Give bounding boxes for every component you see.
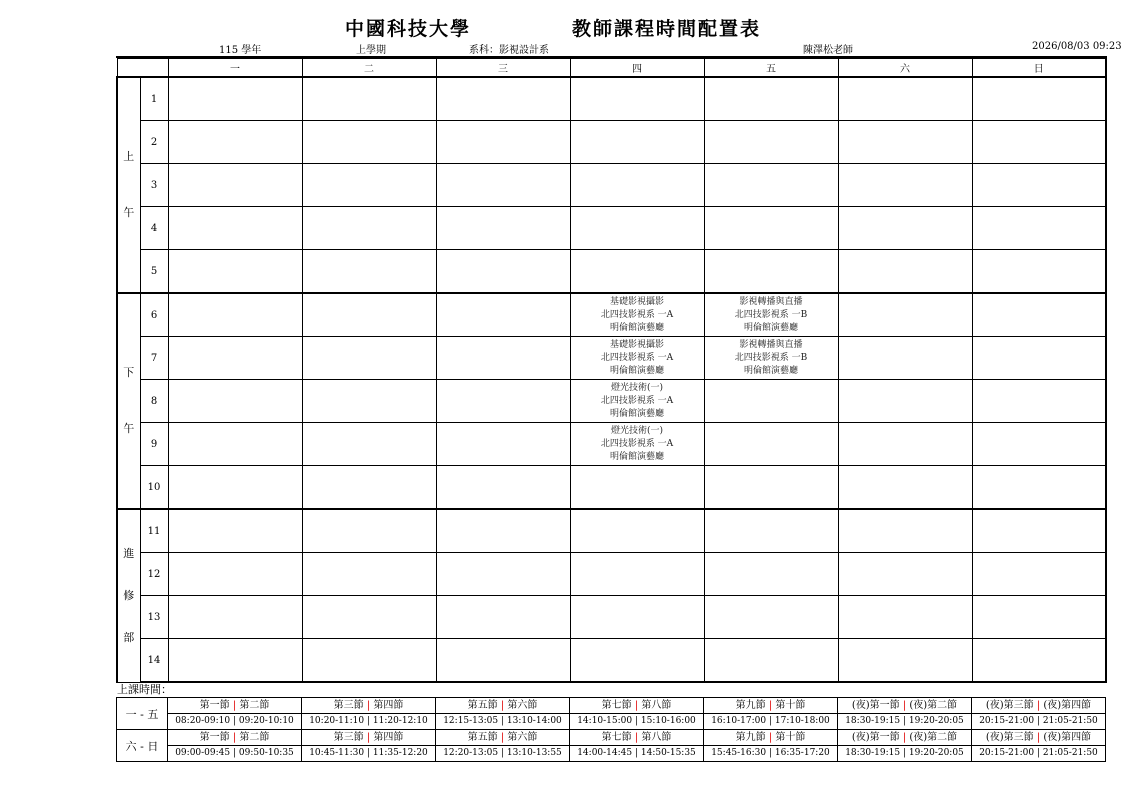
period-row [117,164,1106,207]
schedule-cell [838,337,972,380]
day-header: 一 [168,59,302,78]
schedule-cell [436,509,570,553]
schedule-cell [436,466,570,510]
period-names [302,730,435,746]
schedule-cell [302,293,436,337]
schedule-cell [168,250,302,294]
document-title: 教師課程時間配置表 [572,18,762,40]
schedule-cell [972,250,1106,294]
schedule-cell [838,466,972,510]
name-separator: | [363,700,374,711]
period-name: 第七節 [601,700,632,711]
schedule-cell [168,164,302,207]
schedule-cell [838,380,972,423]
period-time-range: 18:30-19:15 | 19:20-20:05 [845,748,964,758]
schedule-cell [838,250,972,294]
schedule-cell [302,250,436,294]
period-time-cell [168,698,302,730]
schedule-cell [436,337,570,380]
class-times-row [117,698,1106,730]
schedule-cell [704,77,838,121]
school-name: 中國科技大學 [345,18,472,40]
course-text: 明倫館演藝廳 [743,322,798,333]
schedule-cell [302,639,436,683]
class-times-row [117,730,1106,762]
name-separator: | [631,700,642,711]
course-cell [570,423,704,466]
period-time-cell [168,730,302,762]
period-number: 11 [140,509,168,553]
name-separator: | [497,732,508,743]
period-name: 第九節 [735,700,766,711]
name-separator: | [497,700,508,711]
schedule-cell [436,596,570,639]
period-time-range: 16:10-17:00 | 17:10-18:00 [711,716,830,726]
schedule-cell [704,250,838,294]
schedule-cell [704,466,838,510]
schedule-cell [570,164,704,207]
period-time-cell [838,698,972,730]
semester: 上學期 [356,45,386,56]
schedule-cell [838,293,972,337]
schedule-cell [704,553,838,596]
period-number: 8 [140,380,168,423]
period-row [117,423,1106,466]
period-time-cell [972,698,1106,730]
session-label: 進 修 部 [117,509,140,682]
session-label: 下 午 [117,293,140,509]
period-number: 10 [140,466,168,510]
day-header: 三 [436,59,570,78]
schedule-cell [838,639,972,683]
schedule-cell [168,207,302,250]
schedule-cell [168,380,302,423]
schedule-cell [704,164,838,207]
period-number: 13 [140,596,168,639]
name-separator: | [1033,732,1044,743]
schedule-cell [972,509,1106,553]
schedule-cell [570,509,704,553]
period-time-cell [972,730,1106,762]
day-header: 二 [302,59,436,78]
academic-year: 115 學年 [219,45,262,56]
course-text: 影視轉播與直播 [739,296,803,307]
period-row [117,380,1106,423]
period-name: 第二節 [239,700,270,711]
name-separator: | [899,732,910,743]
schedule-cell [570,639,704,683]
schedule-cell [838,596,972,639]
course-cell [570,337,704,380]
schedule-cell [704,639,838,683]
course-cell [704,293,838,337]
schedule-cell [436,423,570,466]
schedule-cell [436,553,570,596]
schedule-cell [704,509,838,553]
name-separator: | [229,732,240,743]
period-row [117,121,1106,164]
period-names [570,698,703,714]
name-separator: | [229,700,240,711]
schedule-cell [570,250,704,294]
schedule-cell [436,250,570,294]
schedule-cell [302,466,436,510]
schedule-cell [972,207,1106,250]
period-row [117,466,1106,510]
schedule-cell [972,77,1106,121]
schedule-cell [436,293,570,337]
teacher-name: 陳澤松老師 [803,45,853,56]
period-time-range: 14:10-15:00 | 15:10-16:00 [577,716,696,726]
period-name: (夜)第二節 [909,732,958,743]
day-header: 四 [570,59,704,78]
period-time-cell [704,698,838,730]
course-text: 燈光技術(一) [610,425,664,436]
period-time-range: 15:45-16:30 | 16:35-17:20 [711,748,830,758]
period-row [117,207,1106,250]
schedule-cell [168,596,302,639]
period-name: 第九節 [735,732,766,743]
period-name: 第一節 [199,732,230,743]
period-time-range: 18:30-19:15 | 19:20-20:05 [845,716,964,726]
period-time-cell [436,730,570,762]
period-time-cell [838,730,972,762]
course-cell [570,293,704,337]
course-cell [570,380,704,423]
period-time-cell [302,730,436,762]
course-text: 北四技影視系 一A [600,395,674,406]
period-names [704,698,837,714]
day-header: 日 [972,59,1106,78]
schedule-cell [838,164,972,207]
course-text: 明倫館演藝廳 [609,365,664,376]
period-time-range: 10:20-11:10 | 11:20-12:10 [309,716,428,726]
schedule-cell [972,164,1106,207]
period-time-cell [436,698,570,730]
name-separator: | [1033,700,1044,711]
schedule-cell [570,207,704,250]
schedule-cell [302,121,436,164]
schedule-cell [168,293,302,337]
period-time-range: 09:00-09:45 | 09:50-10:35 [175,748,294,758]
printed-timestamp: 2026/08/03 09:23 [1032,41,1122,52]
period-time-cell [570,730,704,762]
schedule-cell [838,77,972,121]
schedule-cell [704,596,838,639]
session-label: 上 午 [117,77,140,293]
period-time-cell [570,698,704,730]
schedule-cell [302,380,436,423]
schedule-cell [838,121,972,164]
schedule-cell [302,77,436,121]
period-name: 第三節 [333,732,364,743]
period-name: 第六節 [507,700,538,711]
period-time-range: 14:00-14:45 | 14:50-15:35 [577,748,696,758]
period-name: 第三節 [333,700,364,711]
schedule-cell [972,380,1106,423]
schedule-cell [972,466,1106,510]
period-row [117,509,1106,553]
period-number: 6 [140,293,168,337]
schedule-cell [972,639,1106,683]
period-name: 第六節 [507,732,538,743]
schedule-cell [436,207,570,250]
schedule-cell [972,121,1106,164]
period-name: (夜)第三節 [985,732,1034,743]
period-row [117,250,1106,294]
period-number: 5 [140,250,168,294]
period-names [838,698,971,714]
period-row [117,77,1106,121]
period-name: 第十節 [775,700,806,711]
period-names [972,698,1105,714]
period-name: (夜)第一節 [851,700,900,711]
period-names [168,730,301,746]
period-row [117,337,1106,380]
schedule-cell [570,121,704,164]
period-name: 第五節 [467,700,498,711]
course-text: 北四技影視系 一B [734,352,808,363]
period-name: (夜)第三節 [985,700,1034,711]
schedule-cell [972,553,1106,596]
name-separator: | [363,732,374,743]
schedule-cell [838,553,972,596]
schedule-cell [570,553,704,596]
schedule-cell [168,77,302,121]
schedule-cell [302,596,436,639]
period-time-range: 10:45-11:30 | 11:35-12:20 [309,748,428,758]
period-name: 第十節 [775,732,806,743]
period-name: 第七節 [601,732,632,743]
schedule-cell [972,423,1106,466]
course-text: 北四技影視系 一A [600,352,674,363]
schedule-cell [838,207,972,250]
period-row [117,293,1106,337]
schedule-cell [302,509,436,553]
period-row [117,553,1106,596]
schedule-cell [302,207,436,250]
schedule-cell [570,77,704,121]
period-name: (夜)第二節 [909,700,958,711]
period-names [972,730,1105,746]
schedule-cell [302,164,436,207]
schedule-cell [704,121,838,164]
department: 系科：影視設計系 [469,45,549,56]
day-header: 六 [838,59,972,78]
name-separator: | [631,732,642,743]
period-names [436,730,569,746]
period-name: 第四節 [373,732,404,743]
schedule-cell [972,596,1106,639]
course-text: 明倫館演藝廳 [609,408,664,419]
schedule-cell [838,509,972,553]
period-name: 第八節 [641,732,672,743]
course-text: 北四技影視系 一A [600,438,674,449]
schedule-cell [436,77,570,121]
course-cell [704,337,838,380]
period-time-range: 12:20-13:05 | 13:10-13:55 [443,748,562,758]
period-name: (夜)第一節 [851,732,900,743]
schedule-cell [704,380,838,423]
schedule-cell [570,596,704,639]
period-number: 4 [140,207,168,250]
period-name: (夜)第四節 [1043,732,1092,743]
course-text: 北四技影視系 一B [734,309,808,320]
schedule-cell [302,553,436,596]
grid-corner [117,59,168,78]
schedule-cell [838,423,972,466]
period-names [838,730,971,746]
period-time-cell [302,698,436,730]
day-range-label: 六 - 日 [117,730,168,762]
class-times-label: 上課時間： [117,683,172,696]
period-time-range: 20:15-21:00 | 21:05-21:50 [979,748,1098,758]
period-row [117,639,1106,683]
schedule-cell [436,380,570,423]
schedule-cell [168,639,302,683]
period-time-range: 20:15-21:00 | 21:05-21:50 [979,716,1098,726]
period-names [570,730,703,746]
period-names [704,730,837,746]
course-text: 基礎影視攝影 [609,296,664,307]
period-number: 1 [140,77,168,121]
period-time-cell [704,730,838,762]
course-text: 明倫館演藝廳 [609,322,664,333]
schedule-cell [168,337,302,380]
schedule-cell [168,553,302,596]
period-time-range: 12:15-13:05 | 13:10-14:00 [443,716,562,726]
course-text: 明倫館演藝廳 [743,365,798,376]
schedule-cell [436,639,570,683]
name-separator: | [899,700,910,711]
period-names [168,698,301,714]
schedule-cell [302,423,436,466]
course-text: 北四技影視系 一A [600,309,674,320]
period-names [436,698,569,714]
schedule-cell [302,337,436,380]
period-number: 7 [140,337,168,380]
day-range-label: 一 - 五 [117,698,168,730]
period-number: 12 [140,553,168,596]
course-text: 明倫館演藝廳 [609,451,664,462]
period-name: 第八節 [641,700,672,711]
period-number: 3 [140,164,168,207]
schedule-cell [168,509,302,553]
day-header: 五 [704,59,838,78]
period-names [302,698,435,714]
period-row [117,596,1106,639]
period-name: 第五節 [467,732,498,743]
period-time-range: 08:20-09:10 | 09:20-10:10 [175,716,294,726]
schedule-cell [168,466,302,510]
course-text: 燈光技術(一) [610,382,664,393]
schedule-cell [168,121,302,164]
schedule-cell [972,293,1106,337]
name-separator: | [765,732,776,743]
course-text: 影視轉播與直播 [739,339,803,350]
period-number: 14 [140,639,168,683]
period-name: 第一節 [199,700,230,711]
name-separator: | [765,700,776,711]
schedule-cell [436,121,570,164]
period-number: 2 [140,121,168,164]
schedule-cell [436,164,570,207]
schedule-cell [570,466,704,510]
schedule-cell [972,337,1106,380]
schedule-cell [704,207,838,250]
schedule-cell [168,423,302,466]
period-number: 9 [140,423,168,466]
timetable-grid [116,58,1107,683]
period-name: (夜)第四節 [1043,700,1092,711]
course-text: 基礎影視攝影 [609,339,664,350]
period-name: 第四節 [373,700,404,711]
class-times-table [116,697,1106,762]
schedule-cell [704,423,838,466]
period-name: 第二節 [239,732,270,743]
